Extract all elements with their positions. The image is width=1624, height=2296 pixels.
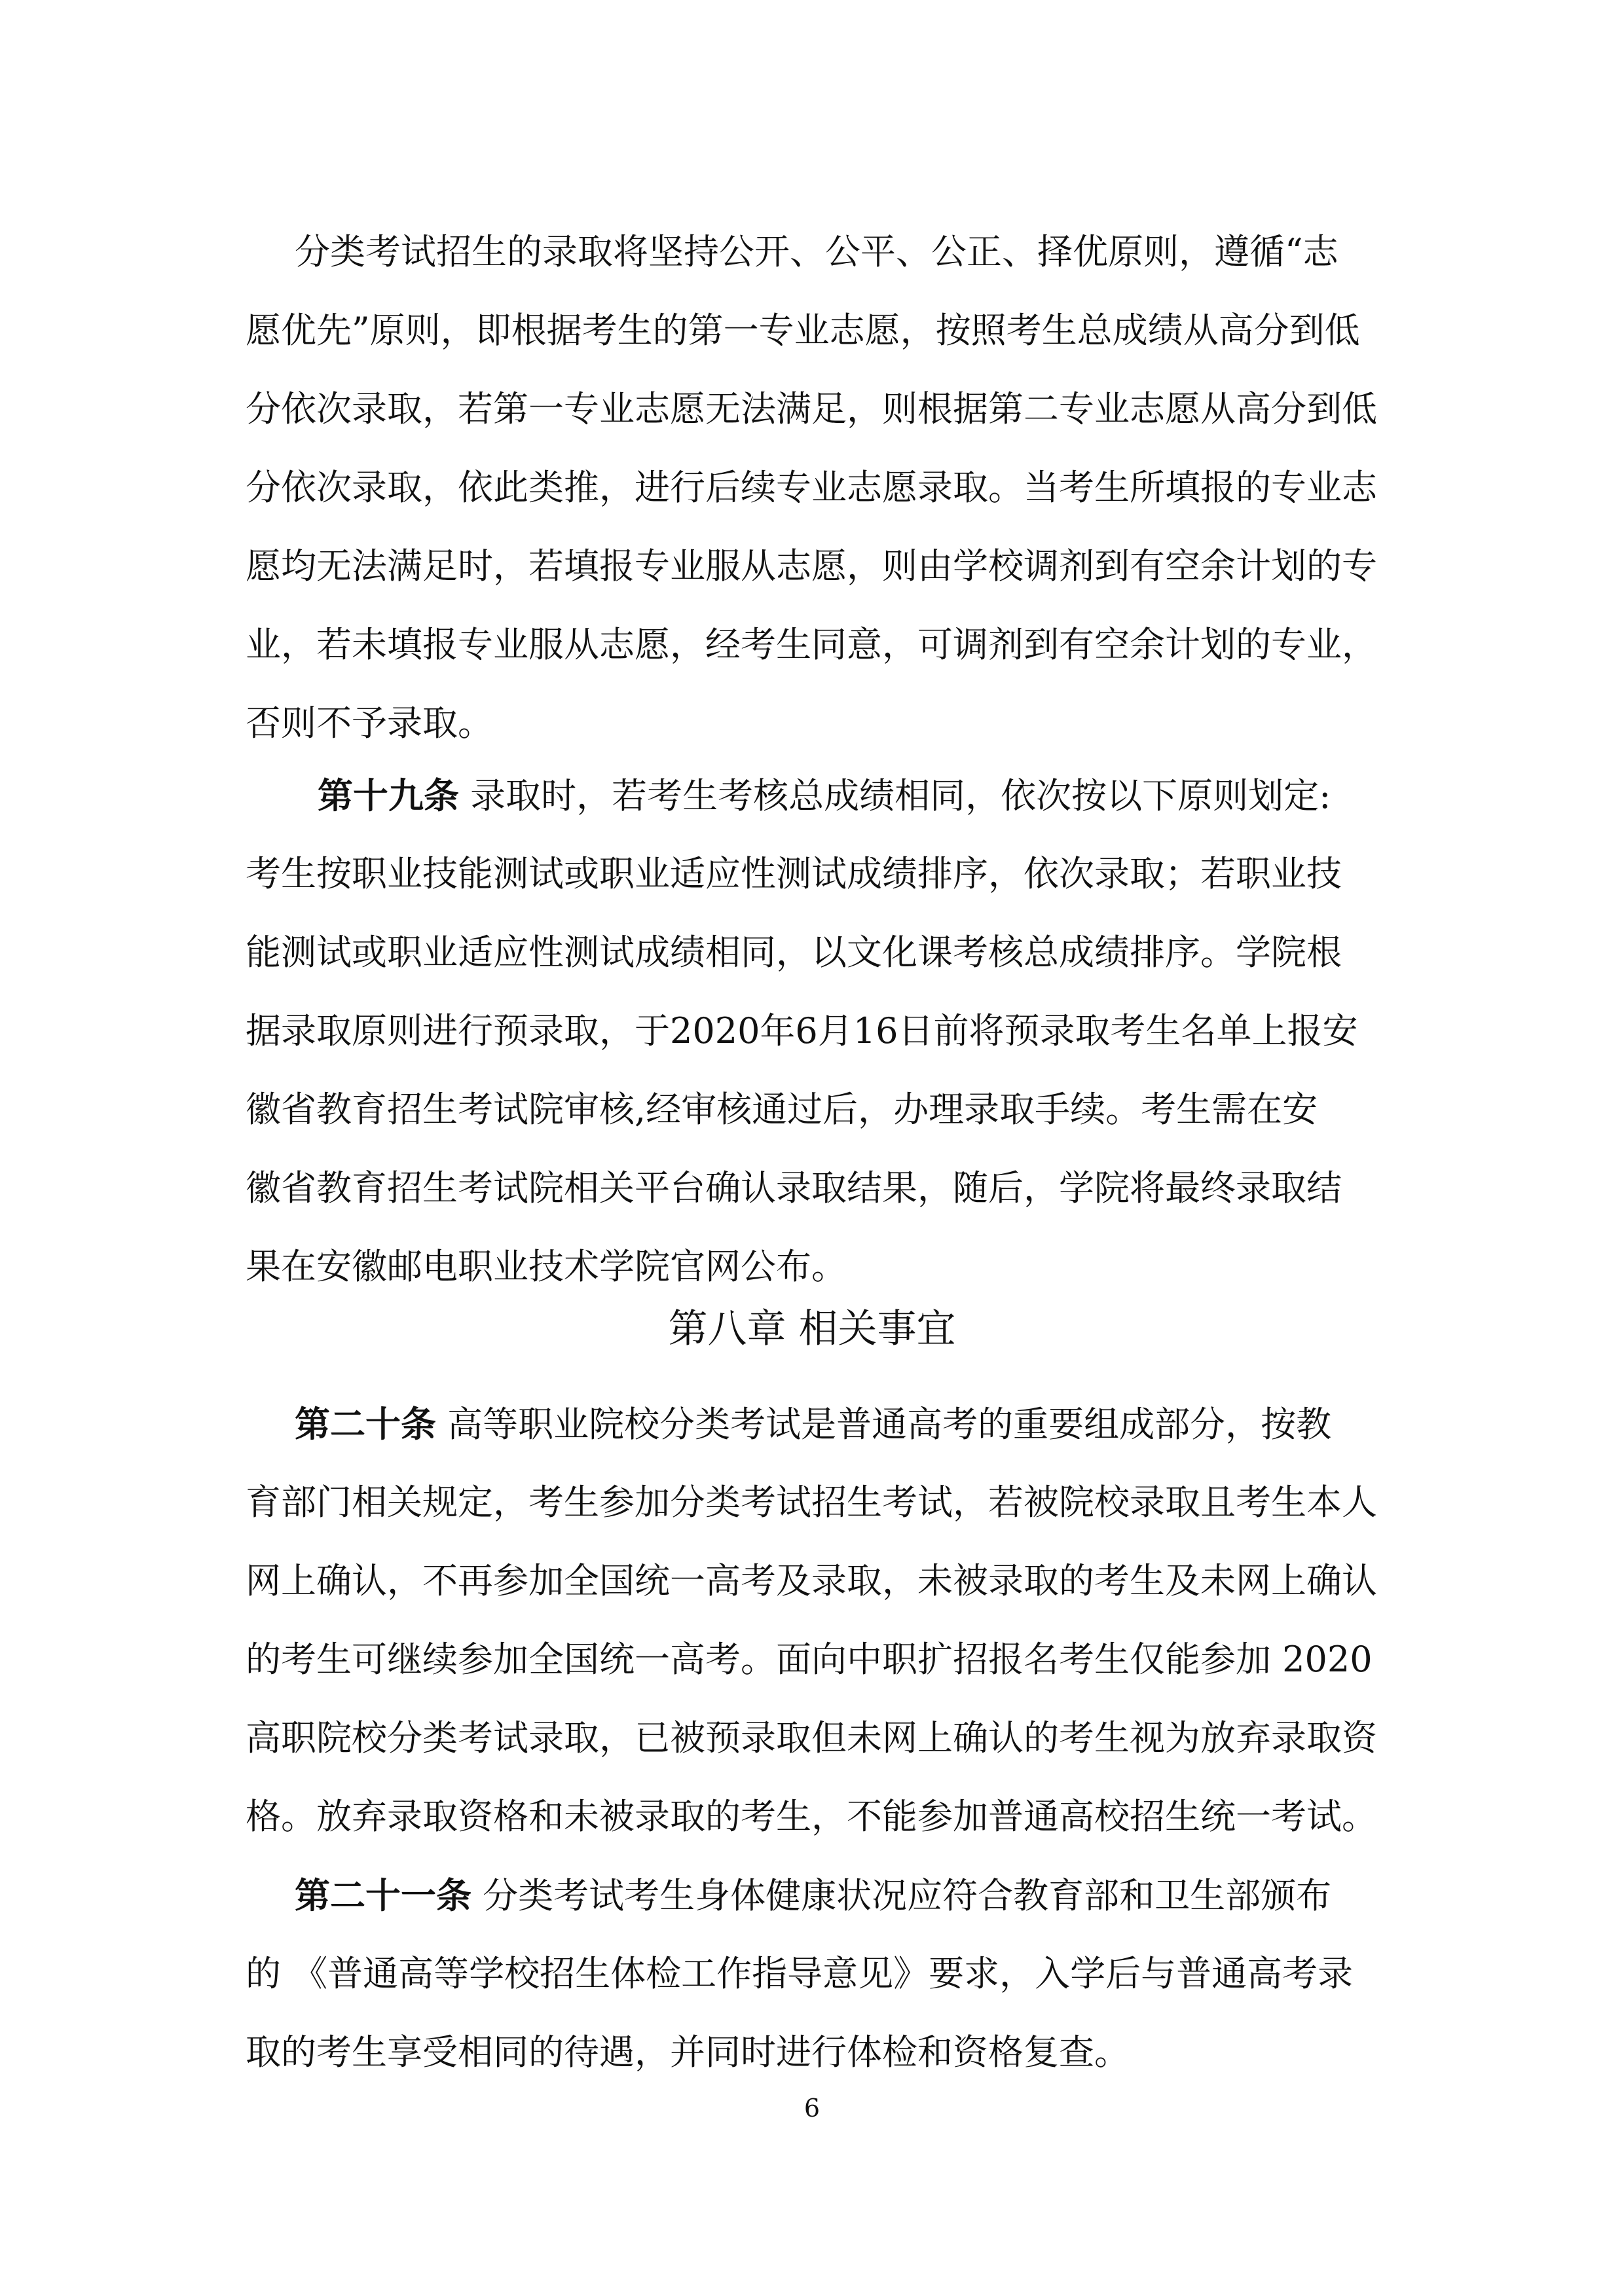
article-heading: 第二十条 (295, 1403, 436, 1445)
article-heading: 第二十一条 (295, 1874, 471, 1916)
text-line: 愿均无法满足时，若填报专业服从志愿，则由学校调剂到有空余计划的专 (246, 545, 1377, 587)
text-line: 徽省教育招生考试院审核,经审核通过后，办理录取手续。考生需在安 (246, 1089, 1318, 1130)
article-text: 分类考试考生身体健康状况应符合教育部和卫生部颁布 (483, 1875, 1332, 1916)
text-line: 育部门相关规定，考生参加分类考试招生考试，若被院校录取且考生本人 (246, 1482, 1377, 1523)
text-line: 取的考生享受相同的待遇，并同时进行体检和资格复查。 (246, 2032, 1130, 2073)
text-line: 分依次录取，若第一专业志愿无法满足，则根据第二专业志愿从高分到低 (246, 388, 1377, 429)
text-line: 徽省教育招生考试院相关平台确认录取结果，随后，学院将最终录取结 (246, 1167, 1342, 1209)
article-first-line (295, 1401, 1331, 1447)
text-line: 的考生可继续参加全国统一高考。面向中职扩招报名考生仅能参加 2020 (246, 1639, 1373, 1680)
text-line: 分依次录取，依此类推，进行后续专业志愿录取。当考生所填报的专业志 (246, 467, 1377, 508)
text-line: 高职院校分类考试录取，已被预录取但未网上确认的考生视为放弃录取资 (246, 1717, 1377, 1758)
text-line: 否则不予录取。 (246, 702, 493, 744)
page-number: 6 (803, 2094, 821, 2123)
text-line: 格。放弃录取资格和未被录取的考生，不能参加普通高校招生统一考试。 (246, 1796, 1377, 1837)
article-heading: 第十九条 (318, 774, 459, 816)
text-line: 考生按职业技能测试或职业适应性测试成绩排序，依次录取；若职业技 (246, 853, 1342, 894)
article-first-line (295, 1872, 1331, 1918)
text-line: 能测试或职业适应性测试成绩相同，以文化课考核总成绩排序。学院根 (246, 932, 1342, 973)
text-line: 分类考试招生的录取将坚持公开、公平、公正、择优原则，遵循“志 (295, 231, 1338, 272)
article-text: 高等职业院校分类考试是普通高考的重要组成部分，按教 (447, 1404, 1332, 1445)
chapter-title: 第八章 相关事宜 (668, 1306, 956, 1352)
text-line: 果在安徽邮电职业技术学院官网公布。 (246, 1246, 847, 1287)
text-line: 业，若未填报专业服从志愿，经考生同意，可调剂到有空余计划的专业， (246, 624, 1377, 665)
text-line: 据录取原则进行预录取，于2020年6月16日前将预录取考生名单上报安 (246, 1010, 1358, 1051)
article-text: 录取时，若考生考核总成绩相同，依次按以下原则划定: (470, 775, 1331, 816)
text-line: 的 《普通高等学校招生体检工作指导意见》要求，入学后与普通高考录 (246, 1953, 1354, 1994)
article-first-line (318, 773, 1331, 818)
text-line: 网上确认，不再参加全国统一高考及录取，未被录取的考生及未网上确认 (246, 1560, 1377, 1601)
text-line: 愿优先”原则，即根据考生的第一专业志愿，按照考生总成绩从高分到低 (246, 310, 1360, 351)
